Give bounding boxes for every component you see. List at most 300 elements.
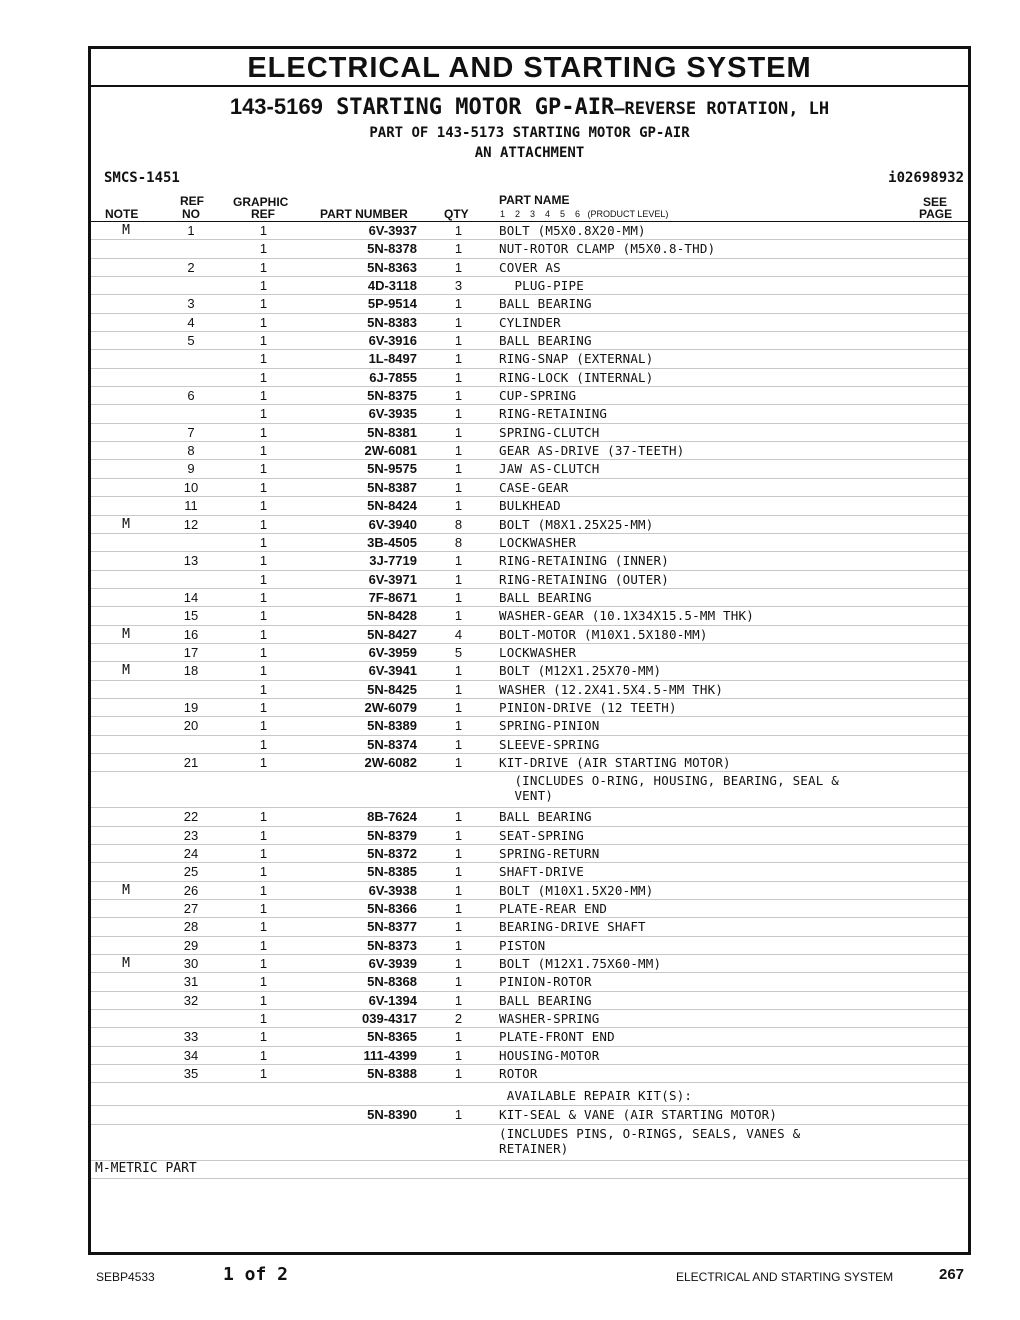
part-number-cell: 5N-8375 [367,388,417,404]
graphic-ref-cell: 1 [259,937,268,953]
ref-no-cell: 3 [187,296,195,312]
col-ref-top: REF [180,194,204,208]
col-graphic-bottom: REF [251,207,275,221]
table-row [91,442,968,460]
graphic-ref-cell: 1 [259,351,268,367]
qty-cell: 1 [454,846,463,861]
part-name-cell: PISTON [499,937,546,953]
table-row [91,571,968,589]
table-row [91,369,968,387]
graphic-ref-cell: 1 [259,699,268,715]
footer-page-of: 1 of 2 [223,1264,289,1285]
col-product-level: 1 2 3 4 5 6 (PRODUCT LEVEL) [500,209,669,219]
part-number-cell: 5N-8385 [367,864,417,880]
table-row [91,424,968,442]
part-name-cell: RING-SNAP (EXTERNAL) [499,351,654,367]
qty-cell: 1 [454,827,463,843]
ref-no-cell: 28 [183,919,199,935]
part-number-cell: 6V-3959 [368,644,417,660]
qty-cell: 1 [454,388,463,404]
graphic-ref-cell: 1 [259,1047,268,1063]
table-row [91,607,968,625]
graphic-ref-cell: 1 [259,589,268,605]
part-number-cell: 5N-8373 [367,937,417,953]
ref-no-cell: 1 [187,223,195,238]
graphic-ref-cell: 1 [259,681,268,697]
part-name-cell: BALL BEARING [499,333,592,349]
qty-cell: 1 [454,296,463,312]
ref-no-cell: 31 [183,974,199,990]
part-number-cell: 5N-8390 [367,1107,417,1123]
qty-cell: 1 [454,553,463,569]
qty-cell: 1 [454,681,463,697]
part-name-cell: PLUG-PIPE [499,278,584,294]
table-row [91,534,968,552]
qty-cell: 1 [454,259,463,275]
part-name-cell: BOLT (M10X1.5X20-MM) [499,882,654,898]
qty-cell: 8 [454,516,463,532]
note-cell: M [122,882,130,898]
table-row [91,222,968,240]
graphic-ref-cell: 1 [259,754,268,770]
part-name-cell: COVER AS [499,259,561,275]
part-of-line: PART OF 143-5173 STARTING MOTOR GP-AIR [369,125,690,141]
table-row [91,736,968,754]
ref-no-cell: 30 [183,956,199,972]
part-name-cell: BEARING-DRIVE SHAFT [499,919,646,935]
table-row [91,479,968,497]
graphic-ref-cell: 1 [259,864,268,880]
part-name-cell: GEAR AS-DRIVE (37-TEETH) [499,443,685,459]
part-name-cell: RING-RETAINING [499,406,608,422]
part-number-cell: 5N-8377 [367,919,417,935]
graphic-ref-cell: 1 [259,809,268,825]
ref-no-cell: 4 [187,314,195,330]
part-number-cell: 5N-8378 [367,241,417,257]
part-name-cell: BALL BEARING [499,992,592,1008]
part-number-cell: 5N-8383 [367,314,417,330]
ref-no-cell: 8 [187,443,195,459]
table-row [91,387,968,405]
graphic-ref-cell: 1 [259,424,268,440]
part-number-cell: 6V-3937 [368,223,417,238]
qty-cell: 1 [454,663,463,679]
part-name-cell: SHAFT-DRIVE [499,864,584,880]
table-row [91,955,968,973]
part-number-cell: 5N-8428 [367,608,417,624]
part-number-cell: 5N-8368 [367,974,417,990]
part-name-cell: BALL BEARING [499,296,592,312]
graphic-ref-cell: 1 [259,663,268,679]
ref-no-cell: 23 [183,827,199,843]
part-number-cell: 5N-8424 [367,498,417,514]
graphic-ref-cell: 1 [259,1066,268,1082]
qty-cell: 1 [454,1029,463,1045]
ref-no-cell: 20 [183,718,199,734]
qty-cell: 3 [454,278,463,294]
group-number: 143-5169 [229,94,323,119]
table-row [91,772,968,808]
table-row [91,827,968,845]
table-row [91,1010,968,1028]
table-row [91,259,968,277]
graphic-ref-cell: 1 [259,333,268,349]
part-name-cell: BOLT (M5X0.8X20-MM) [499,223,646,238]
table-row [91,240,968,258]
ref-no-cell: 18 [183,663,199,679]
graphic-ref-cell: 1 [259,919,268,935]
part-name-cell: AVAILABLE REPAIR KIT(S): [499,1088,693,1104]
part-name-cell: CASE-GEAR [499,479,569,495]
part-name-cell: CYLINDER [499,314,561,330]
col-part-number: PART NUMBER [320,207,408,221]
graphic-ref-cell: 1 [259,626,268,642]
col-qty: QTY [444,207,469,221]
part-name-cell: LOCKWASHER [499,644,577,660]
part-number-cell: 6V-3940 [368,516,417,532]
ref-no-cell: 5 [187,333,195,349]
graphic-ref-cell: 1 [259,736,268,752]
part-number-cell: 5N-8388 [367,1066,417,1082]
part-number-cell: 8B-7624 [367,809,417,825]
graphic-ref-cell: 1 [259,223,268,238]
table-row [91,277,968,295]
graphic-ref-cell: 1 [259,956,268,972]
footer-section: ELECTRICAL AND STARTING SYSTEM [676,1270,894,1284]
part-number-cell: 5N-8427 [367,626,417,642]
qty-cell: 1 [454,241,463,257]
ref-no-cell: 26 [183,882,199,898]
column-header [91,191,968,222]
part-number-cell: 6V-3938 [368,882,417,898]
graphic-ref-cell: 1 [259,534,268,550]
part-number-cell: 3B-4505 [367,534,417,550]
parts-table [91,222,968,1161]
part-number-cell: 6J-7855 [369,369,417,385]
table-row [91,332,968,350]
note-cell: M [122,663,130,679]
ref-no-cell: 2 [187,259,195,275]
graphic-ref-cell: 1 [259,846,268,861]
part-name-cell: BOLT (M12X1.25X70-MM) [499,663,662,679]
qty-cell: 1 [454,919,463,935]
qty-cell: 1 [454,1107,463,1123]
part-name-cell: HOUSING-MOTOR [499,1047,600,1063]
col-see-bottom: PAGE [919,207,953,221]
table-row [91,516,968,534]
table-row [91,863,968,881]
part-name-cell: SPRING-PINION [499,718,600,734]
table-row [91,350,968,368]
ref-no-cell: 35 [183,1066,199,1082]
graphic-ref-cell: 1 [259,644,268,660]
graphic-ref-cell: 1 [259,461,268,477]
graphic-ref-cell: 1 [259,571,268,587]
part-number-cell: 5N-8379 [367,827,417,843]
table-row [91,626,968,644]
part-name-cell: WASHER-GEAR (10.1X34X15.5-MM THK) [499,608,754,624]
table-row [91,808,968,826]
table-row [91,681,968,699]
graphic-ref-cell: 1 [259,992,268,1008]
col-ref-bottom: NO [182,207,200,221]
part-number-cell: 6V-3941 [368,663,417,679]
page-footer [0,1264,1020,1288]
note-cell: M [122,956,130,972]
col-note: NOTE [105,207,139,221]
qty-cell: 1 [454,864,463,880]
table-row [91,589,968,607]
table-row [91,900,968,918]
table-row [91,662,968,680]
part-number-cell: 111-4399 [363,1047,417,1063]
note-cell: M [122,516,130,532]
part-number-cell: 6V-1394 [368,992,417,1008]
system-title: ELECTRICAL AND STARTING SYSTEM [91,49,968,87]
part-name-cell: RING-LOCK (INTERNAL) [499,369,654,385]
part-number-cell: 3J-7719 [369,553,417,569]
part-name-cell: BULKHEAD [499,498,561,514]
part-name-cell: WASHER (12.2X41.5X4.5-MM THK) [499,681,724,697]
part-name-cell: JAW AS-CLUTCH [499,461,600,477]
part-name-cell: BOLT (M8X1.25X25-MM) [499,516,654,532]
qty-cell: 8 [454,534,463,550]
part-number-cell: 2W-6079 [364,699,417,715]
qty-cell: 1 [454,498,463,514]
smcs-code: SMCS-1451 [104,170,180,186]
part-number-cell: 5N-8372 [367,846,417,861]
part-name-cell: RING-RETAINING (INNER) [499,553,669,569]
ref-no-cell: 34 [183,1047,199,1063]
document-id: i02698932 [888,170,964,186]
part-name-cell: SLEEVE-SPRING [499,736,600,752]
graphic-ref-cell: 1 [259,1011,268,1027]
part-name-cell: CUP-SPRING [499,388,577,404]
part-name-cell: SEAT-SPRING [499,827,584,843]
part-name-cell: PINION-ROTOR [499,974,592,990]
part-name-cell: BALL BEARING [499,809,592,825]
qty-cell: 1 [454,571,463,587]
ref-no-cell: 29 [183,937,199,953]
graphic-ref-cell: 1 [259,1029,268,1045]
qty-cell: 1 [454,699,463,715]
group-header [91,93,968,163]
graphic-ref-cell: 1 [259,974,268,990]
qty-cell: 1 [454,809,463,825]
qty-cell: 5 [454,644,463,660]
graphic-ref-cell: 1 [259,553,268,569]
group-name: STARTING MOTOR GP-AIR [336,95,615,120]
ref-no-cell: 11 [184,498,198,514]
part-name-cell: KIT-SEAL & VANE (AIR STARTING MOTOR) [499,1107,778,1123]
table-row [91,1125,968,1161]
qty-cell: 1 [454,992,463,1008]
part-number-cell: 2W-6081 [364,443,417,459]
table-row [91,992,968,1010]
part-number-cell: 6V-3935 [368,406,417,422]
graphic-ref-cell: 1 [259,388,268,404]
ref-no-cell: 22 [183,809,199,825]
table-row [91,460,968,478]
ref-no-cell: 24 [183,846,199,861]
part-number-cell: 5N-8374 [367,736,417,752]
part-number-cell: 5N-8366 [367,901,417,917]
table-row [91,552,968,570]
qty-cell: 1 [454,1047,463,1063]
qty-cell: 1 [454,956,463,972]
footer-page-number: 267 [939,1266,965,1283]
ref-no-cell: 14 [183,589,199,605]
graphic-ref-cell: 1 [259,498,268,514]
ref-no-cell: 21 [183,754,199,770]
table-row [91,754,968,772]
part-number-cell: 6V-3916 [368,333,417,349]
metric-note: M-METRIC PART [95,1160,197,1176]
table-row [91,1106,968,1124]
qty-cell: 1 [454,589,463,605]
part-name-cell: PLATE-REAR END [499,901,608,917]
ref-no-cell: 25 [183,864,199,880]
qty-cell: 1 [454,1066,463,1082]
graphic-ref-cell: 1 [259,259,268,275]
qty-cell: 1 [454,443,463,459]
graphic-ref-cell: 1 [259,241,268,257]
graphic-ref-cell: 1 [259,296,268,312]
part-name-cell: LOCKWASHER [499,534,577,550]
qty-cell: 1 [454,736,463,752]
qty-cell: 1 [454,406,463,422]
ref-no-cell: 10 [183,479,199,495]
table-row [91,497,968,515]
table-row [91,295,968,313]
part-name-cell: (INCLUDES PINS, O-RINGS, SEALS, VANES & RETAINER) [499,1125,801,1156]
table-row [91,1065,968,1083]
table-row [91,1047,968,1065]
ref-no-cell: 16 [183,626,199,642]
part-name-cell: NUT-ROTOR CLAMP (M5X0.8-THD) [499,241,716,257]
graphic-ref-cell: 1 [259,314,268,330]
ref-no-cell: 33 [183,1029,199,1045]
table-row [91,918,968,936]
qty-cell: 1 [454,718,463,734]
table-row [91,405,968,423]
qty-cell: 1 [454,314,463,330]
qty-cell: 2 [454,1011,463,1027]
part-number-cell: 5N-8363 [367,259,417,275]
ref-no-cell: 13 [183,553,199,569]
qty-cell: 1 [454,882,463,898]
qty-cell: 1 [454,424,463,440]
table-row [91,882,968,900]
table-row [91,314,968,332]
ref-no-cell: 12 [183,516,199,532]
ref-no-cell: 9 [187,461,195,477]
col-graphic-top: GRAPHIC [233,195,289,209]
attachment-line: AN ATTACHMENT [474,145,585,161]
graphic-ref-cell: 1 [259,479,268,495]
kit-heading-row [91,1083,968,1106]
qty-cell: 4 [454,626,463,642]
page-frame [88,46,971,1255]
part-number-cell: 5N-8381 [367,424,417,440]
qty-cell: 1 [454,937,463,953]
table-row [91,699,968,717]
part-name-cell: BALL BEARING [499,589,592,605]
qty-cell: 1 [454,223,463,238]
qty-cell: 1 [454,974,463,990]
group-suffix: —REVERSE ROTATION, LH [614,99,830,119]
part-number-cell: 7F-8671 [368,589,417,605]
qty-cell: 1 [454,754,463,770]
ref-no-cell: 15 [183,608,199,624]
part-number-cell: 5N-8425 [367,681,417,697]
graphic-ref-cell: 1 [259,369,268,385]
table-row [91,644,968,662]
table-row [91,937,968,955]
qty-cell: 1 [454,901,463,917]
graphic-ref-cell: 1 [259,901,268,917]
table-row [91,1028,968,1046]
qty-cell: 1 [454,333,463,349]
part-number-cell: 6V-3971 [368,571,417,587]
note-cell: M [122,626,130,642]
qty-cell: 1 [454,351,463,367]
part-number-cell: 6V-3939 [368,956,417,972]
ref-no-cell: 27 [183,901,199,917]
note-cell: M [122,223,130,238]
qty-cell: 1 [454,479,463,495]
part-name-cell: PINION-DRIVE (12 TEETH) [499,699,677,715]
part-name-cell: WASHER-SPRING [499,1011,600,1027]
graphic-ref-cell: 1 [259,443,268,459]
part-number-cell: 2W-6082 [364,754,417,770]
part-name-cell: BOLT (M12X1.75X60-MM) [499,956,662,972]
part-name-cell: KIT-DRIVE (AIR STARTING MOTOR) [499,754,731,770]
graphic-ref-cell: 1 [259,406,268,422]
ref-no-cell: 6 [187,388,195,404]
graphic-ref-cell: 1 [259,718,268,734]
qty-cell: 1 [454,369,463,385]
col-part-name: PART NAME [499,193,570,207]
part-number-cell: 5N-8387 [367,479,417,495]
part-number-cell: 039-4317 [362,1011,417,1027]
qty-cell: 1 [454,608,463,624]
part-number-cell: 5P-9514 [367,296,417,312]
part-number-cell: 1L-8497 [368,351,417,367]
part-name-cell: SPRING-RETURN [499,846,600,861]
qty-cell: 1 [454,461,463,477]
ref-no-cell: 17 [183,644,199,660]
part-number-cell: 5N-9575 [367,461,417,477]
part-name-cell: (INCLUDES O-RING, HOUSING, BEARING, SEAL & VENT) [514,773,839,804]
part-number-cell: 5N-8365 [367,1029,417,1045]
part-number-cell: 4D-3118 [367,278,417,294]
table-row [91,973,968,991]
ref-no-cell: 7 [187,424,195,440]
group-title [91,93,968,123]
part-number-cell: 5N-8389 [367,718,417,734]
part-name-cell: PLATE-FRONT END [499,1029,615,1045]
graphic-ref-cell: 1 [259,608,268,624]
part-name-cell: BOLT-MOTOR (M10X1.5X180-MM) [499,626,708,642]
table-row [91,717,968,735]
footer-doc-code: SEBP4533 [96,1270,155,1284]
col-see-top: SEE [923,195,948,209]
id-line [91,167,968,191]
graphic-ref-cell: 1 [259,516,268,532]
graphic-ref-cell: 1 [259,882,268,898]
table-row [91,845,968,863]
